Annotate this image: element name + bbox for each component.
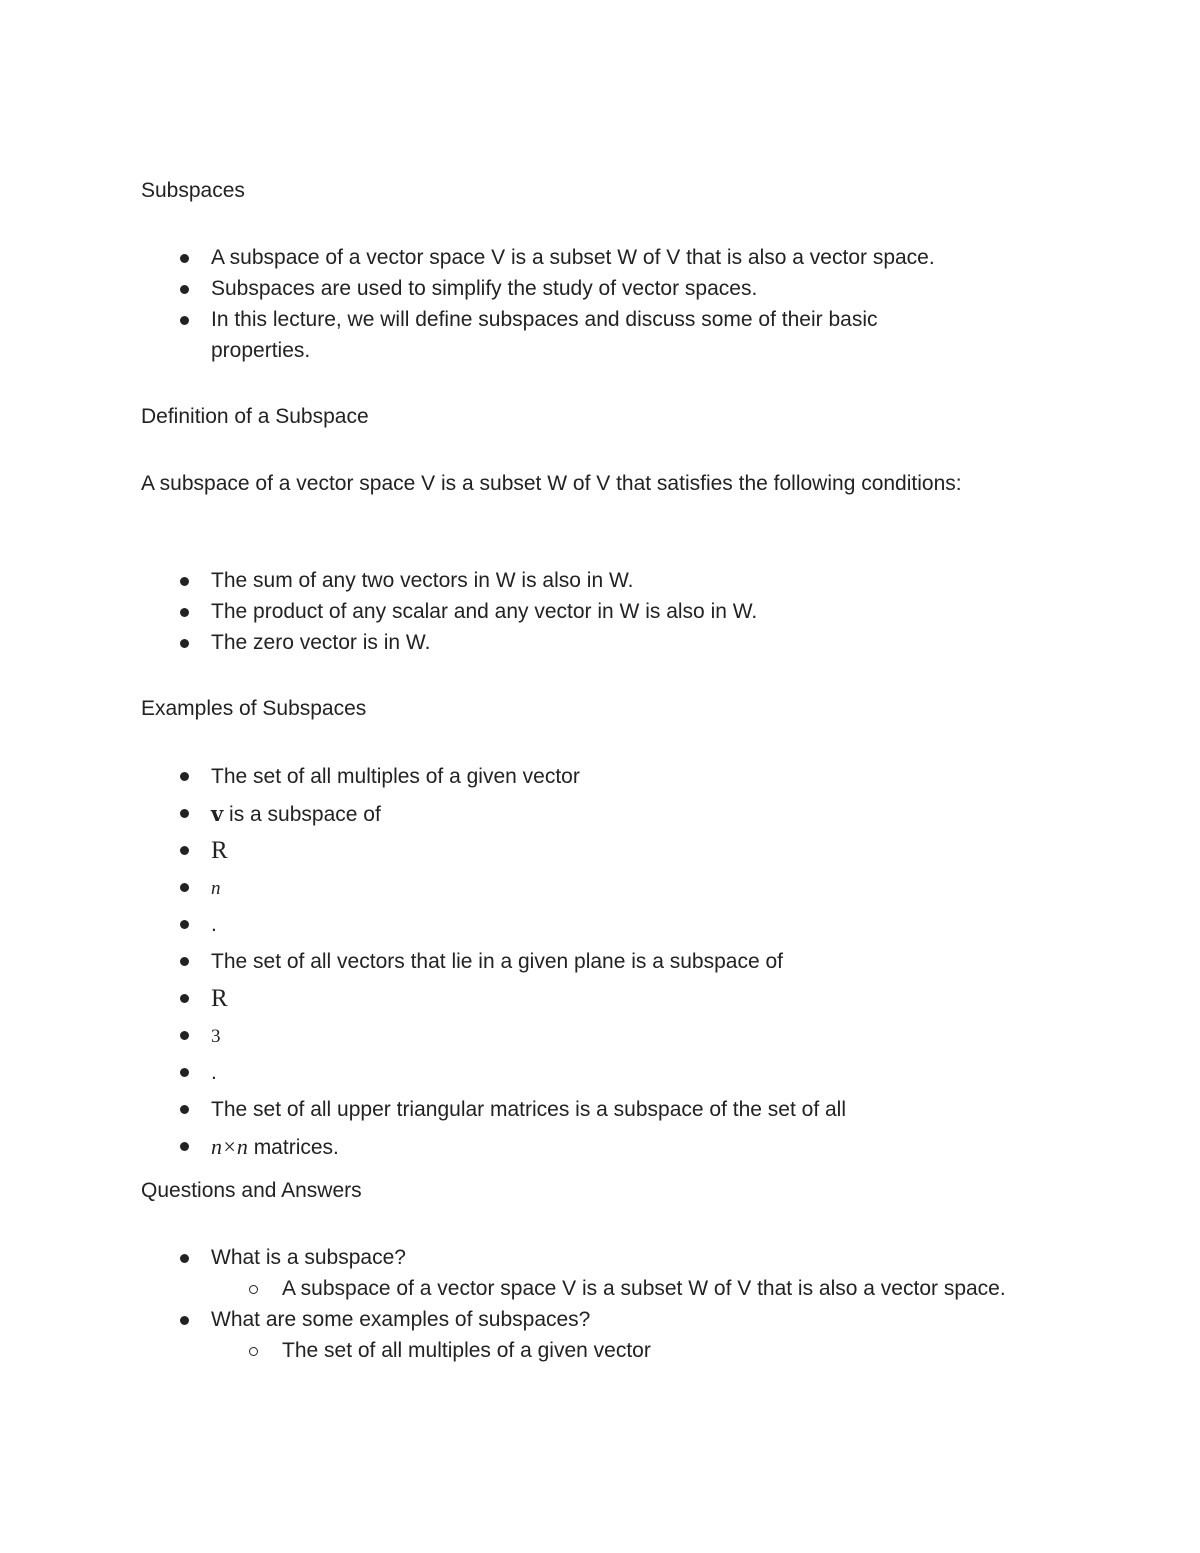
list-item (141, 273, 1041, 304)
list-item-text: is a subspace of (223, 803, 381, 826)
list-item (141, 795, 1041, 832)
list-item (141, 832, 1041, 869)
bullet-icon (180, 285, 189, 294)
question-item (141, 1242, 1041, 1304)
bullet-icon (180, 809, 189, 818)
bullet-icon (180, 639, 189, 648)
bullet-icon (180, 1105, 189, 1114)
section-title-examples: Examples of Subspaces (141, 697, 367, 720)
list-item-text: . (211, 913, 217, 936)
bullet-icon (180, 577, 189, 586)
math-n-by-n: n×n (211, 1134, 248, 1159)
bullet-icon (180, 1031, 189, 1040)
list-item (141, 980, 1041, 1017)
math-vector-v: v (211, 801, 224, 826)
bullet-icon (180, 1142, 189, 1151)
answer-list (211, 1273, 1041, 1304)
answer-item (211, 1273, 1022, 1304)
question-text: What are some examples of subspaces? (211, 1308, 591, 1331)
bullet-icon (180, 1316, 189, 1325)
math-exponent-3: 3 (211, 1026, 221, 1047)
bullet-icon (180, 846, 189, 855)
answer-item (211, 1335, 1022, 1366)
list-item-text: . (211, 1061, 217, 1084)
list-item (141, 869, 1041, 906)
bullet-icon (180, 316, 189, 325)
list-item-text: The zero vector is in W. (211, 631, 431, 654)
list-item (141, 1017, 1041, 1054)
list-item (141, 1128, 1041, 1165)
math-real-numbers: R (211, 837, 228, 864)
definition-paragraph: A subspace of a vector space V is a subset W of V that satisfies the following conditions: (141, 472, 962, 495)
list-item (141, 627, 1041, 658)
answer-text: The set of all multiples of a given vector (282, 1339, 651, 1362)
question-item (141, 1304, 1041, 1366)
list-item (141, 758, 1041, 795)
list-item (141, 242, 1041, 273)
list-item (141, 943, 1041, 980)
bullet-icon (180, 994, 189, 1003)
math-exponent-n: n (211, 878, 221, 899)
list-item-text: A subspace of a vector space V is a subset W of V that is also a vector space. (211, 246, 935, 269)
bullet-icon (180, 1254, 189, 1263)
list-item-text: The set of all multiples of a given vector (211, 765, 580, 788)
list-item-text: matrices. (247, 1136, 339, 1159)
bullet-icon (180, 883, 189, 892)
bullet-icon (180, 920, 189, 929)
qa-bullet-list (141, 1242, 1041, 1366)
list-item-text: The set of all upper triangular matrices is a subspace of the set of all (211, 1098, 846, 1121)
section-title-definition: Definition of a Subspace (141, 405, 369, 428)
bullet-icon (180, 1068, 189, 1077)
bullet-icon (180, 608, 189, 617)
list-item-text: The set of all vectors that lie in a given plane is a subspace of (211, 950, 783, 973)
list-item-text: The sum of any two vectors in W is also in W. (211, 569, 634, 592)
list-item-text: The product of any scalar and any vector in W is also in W. (211, 600, 758, 623)
list-item (141, 565, 1041, 596)
bullet-icon (180, 772, 189, 781)
examples-bullet-list (141, 758, 1041, 1165)
list-item (141, 596, 1041, 627)
list-item-text: Subspaces are used to simplify the study of vector spaces. (211, 277, 758, 300)
list-item (141, 1054, 1041, 1091)
bullet-icon (180, 254, 189, 263)
intro-bullet-list (141, 242, 1041, 366)
answer-list (211, 1335, 1041, 1366)
question-text: What is a subspace? (211, 1246, 406, 1269)
list-item (141, 1091, 1041, 1128)
answer-text: A subspace of a vector space V is a subset W of V that is also a vector space. (282, 1277, 1006, 1300)
bullet-icon (180, 957, 189, 966)
list-item-text: In this lecture, we will define subspaces and discuss some of their basic properties. (211, 308, 878, 362)
hollow-bullet-icon (249, 1285, 258, 1294)
math-real-numbers: R (211, 985, 228, 1012)
section-title-qa: Questions and Answers (141, 1179, 362, 1202)
list-item (141, 906, 1041, 943)
hollow-bullet-icon (249, 1347, 258, 1356)
definition-bullet-list (141, 565, 1041, 658)
section-title-subspaces: Subspaces (141, 179, 245, 202)
list-item (141, 304, 971, 366)
